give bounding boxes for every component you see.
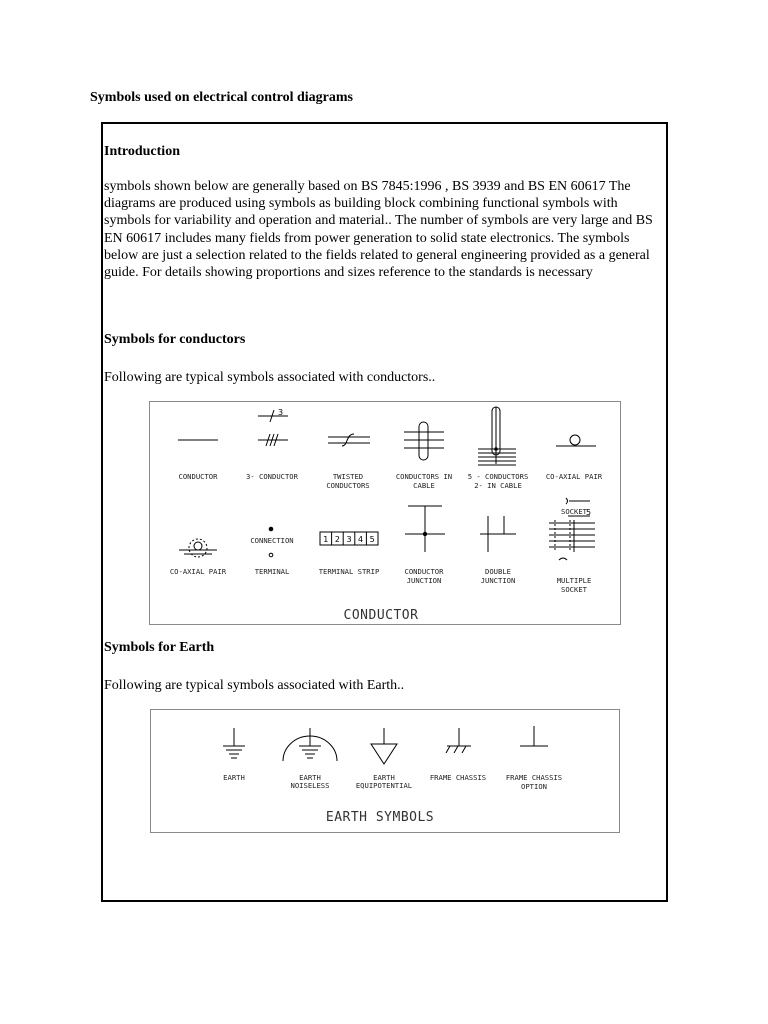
introduction-text: symbols shown below are generally based on BS 7845:1996 , BS 3939 and BS EN 60617 The diagrams are produced using symbols as building block combining functional symbols with symbols for variability and operation and material.. The number of symbols are very large and BS EN 60617 includes many fields from power generation to solid state electronics. The symbols below are just a selection related to the fields related to general engineering provided as a general guide. For details showing proportions and sizes reference to the standards is necessary bbox=[104, 179, 653, 281]
label-frame-option-1: FRAME CHASSIS bbox=[505, 773, 563, 782]
label-coax-pair-2: CO-AXIAL PAIR bbox=[169, 567, 227, 576]
frame-chassis-symbol bbox=[446, 728, 471, 753]
label-in-cable-1: CONDUCTORS IN bbox=[395, 472, 453, 481]
label-double-junction-1: DOUBLE bbox=[485, 567, 511, 576]
earth-lead: Following are typical symbols associated with Earth.. bbox=[104, 678, 405, 693]
twisted-conductors-symbol bbox=[328, 434, 370, 446]
label-terminal: TERMINAL bbox=[254, 567, 290, 576]
label-terminal-strip: TERMINAL STRIP bbox=[318, 567, 380, 576]
label-five-cond-2: 2- IN CABLE bbox=[474, 481, 522, 490]
coaxial-pair-symbol bbox=[556, 435, 596, 446]
multiple-socket-symbol bbox=[549, 516, 595, 560]
strip-number: 2 bbox=[334, 535, 340, 544]
three-conductor-count: 3 bbox=[278, 408, 284, 417]
label-socket: SOCKET bbox=[561, 507, 587, 516]
label-double-junction-2: JUNCTION bbox=[480, 576, 516, 585]
five-conductors-symbol bbox=[478, 407, 516, 465]
label-three-conductor: 3- CONDUCTOR bbox=[246, 472, 298, 481]
earth-symbols-figure bbox=[150, 709, 620, 833]
frame-chassis-option-symbol bbox=[520, 726, 548, 746]
double-junction-symbol bbox=[480, 516, 516, 552]
label-conductor: CONDUCTOR bbox=[178, 472, 218, 481]
label-multi-socket-2: SOCKET bbox=[561, 585, 587, 594]
three-conductor-symbol bbox=[258, 410, 288, 446]
label-equipotential-2: EQUIPOTENTIAL bbox=[355, 781, 413, 790]
conductors-in-cable-symbol bbox=[404, 422, 444, 460]
label-connection: CONNECTION bbox=[250, 536, 294, 545]
label-in-cable-2: CABLE bbox=[413, 481, 435, 490]
label-twisted-1: TWISTED bbox=[332, 472, 364, 481]
conductor-junction-symbol bbox=[405, 506, 445, 552]
label-five-cond-1: 5 - CONDUCTORS bbox=[467, 472, 529, 481]
conductors-heading: Symbols for conductors bbox=[104, 332, 246, 347]
strip-number: 1 bbox=[323, 535, 329, 544]
strip-number: 4 bbox=[358, 535, 364, 544]
conductors-lead: Following are typical symbols associated with conductors.. bbox=[104, 370, 436, 385]
label-noiseless-1: EARTH bbox=[299, 773, 321, 782]
page-title: Symbols used on electrical control diagrams bbox=[90, 90, 354, 105]
socket-symbol bbox=[566, 498, 590, 504]
label-frame-chassis: FRAME CHASSIS bbox=[429, 773, 487, 782]
label-coax-pair: CO-AXIAL PAIR bbox=[545, 472, 603, 481]
conductor-symbols-figure bbox=[149, 401, 621, 625]
strip-number: 3 bbox=[346, 535, 352, 544]
label-twisted-2: CONDUCTORS bbox=[326, 481, 370, 490]
earth-equipotential-symbol bbox=[371, 728, 397, 764]
label-cond-junction-2: JUNCTION bbox=[406, 576, 442, 585]
earth-noiseless-symbol bbox=[283, 728, 337, 761]
label-cond-junction-1: CONDUCTOR bbox=[404, 567, 444, 576]
coaxial-pair-screened-symbol bbox=[179, 539, 217, 557]
label-equipotential-1: EARTH bbox=[373, 773, 395, 782]
label-earth: EARTH bbox=[223, 773, 245, 782]
multi-socket-count: 5 bbox=[586, 508, 592, 517]
earth-heading: Symbols for Earth bbox=[104, 640, 215, 655]
introduction-heading: Introduction bbox=[104, 144, 180, 159]
conductor-figure-title: CONDUCTOR bbox=[343, 608, 419, 623]
label-frame-option-2: OPTION bbox=[521, 782, 547, 791]
earth-symbol bbox=[223, 728, 245, 758]
label-multi-socket-1: MULTIPLE bbox=[556, 576, 592, 585]
strip-number: 5 bbox=[369, 535, 375, 544]
earth-figure-title: EARTH SYMBOLS bbox=[325, 810, 435, 825]
label-noiseless-2: NOISELESS bbox=[290, 781, 330, 790]
